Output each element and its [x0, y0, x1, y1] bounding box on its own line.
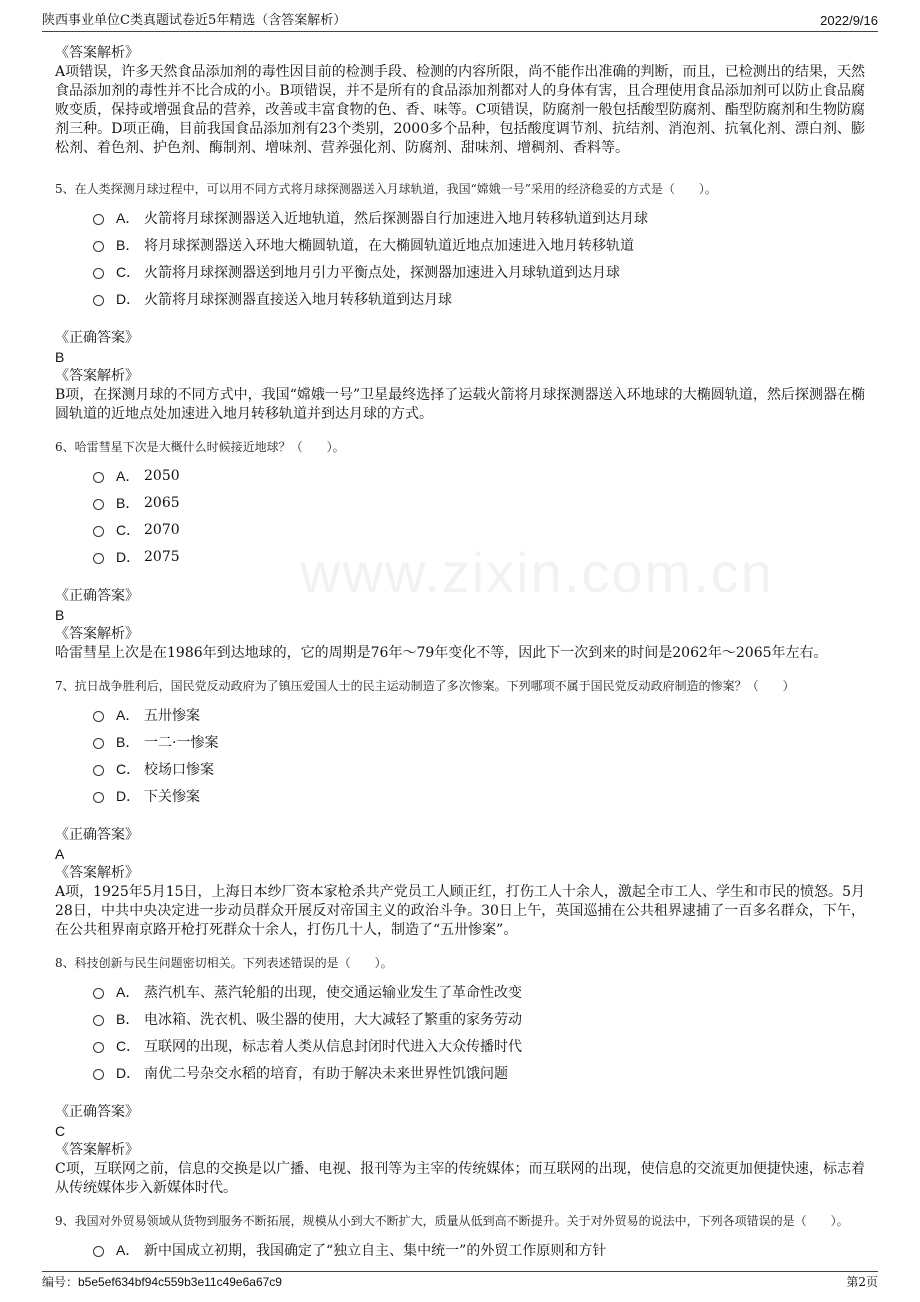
radio-icon[interactable]: [93, 711, 104, 722]
option-letter: B．: [116, 1010, 140, 1027]
analysis-text: 哈雷彗星上次是在1986年到达地球的，它的周期是76年～79年变化不等，因此下一次到来的时间是2062年～2065年左右。: [55, 645, 828, 661]
option-letter: A．: [116, 209, 140, 226]
question-block: [55, 954, 865, 1198]
option-letter: C．: [116, 521, 141, 538]
radio-icon[interactable]: [93, 988, 104, 999]
option-text: 2050: [144, 467, 180, 484]
radio-icon[interactable]: [93, 1069, 104, 1080]
option-text: 校场口惨案: [144, 761, 214, 778]
option-letter: D．: [116, 1064, 141, 1081]
question-text: 5、在人类探测月球过程中，可以用不同方式将月球探测器送入月球轨道，我国“嫦娥一号”采用的经济稳妥的方式是（ ）。: [55, 182, 717, 196]
option-letter: B．: [116, 494, 140, 511]
option-letter: C．: [116, 760, 141, 777]
page-footer: [42, 1271, 878, 1290]
analysis-label: 《答案解析》: [55, 45, 139, 61]
correct-answer: A: [55, 846, 65, 862]
options-list: [93, 204, 865, 312]
radio-icon[interactable]: [93, 268, 104, 279]
watermark: www.zixin.com.cn: [300, 541, 774, 604]
option-text: 2065: [144, 494, 180, 511]
option-a[interactable]: [93, 1236, 865, 1263]
radio-icon[interactable]: [93, 499, 104, 510]
option-c[interactable]: [93, 755, 865, 782]
option-a[interactable]: [93, 701, 865, 728]
option-b[interactable]: [93, 231, 865, 258]
option-text: 一二·一惨案: [144, 734, 219, 751]
option-text: 火箭将月球探测器送到地月引力平衡点处，探测器加速进入月球轨道到达月球: [144, 264, 620, 281]
analysis-text: B项，在探测月球的不同方式中，我国“嫦娥一号”卫星最终选择了运载火箭将月球探测器送入环地球的大椭圆轨道，然后探测器在椭圆轨道的近地点处加速进入地月转移轨道并到达月球的方式。: [55, 387, 865, 422]
analysis-label: 《答案解析》: [55, 626, 139, 642]
document-title: 陕西事业单位C类真题试卷近5年精选（含答案解析）: [42, 13, 347, 28]
option-b[interactable]: [93, 1005, 865, 1032]
option-text: 下关惨案: [144, 788, 200, 805]
option-text: 电冰箱、洗衣机、吸尘器的使用，大大减轻了繁重的家务劳动: [144, 1011, 522, 1028]
option-letter: B．: [116, 236, 140, 253]
options-list: [93, 1236, 865, 1263]
option-text: 火箭将月球探测器直接送入地月转移轨道到达月球: [144, 291, 452, 308]
radio-icon[interactable]: [93, 765, 104, 776]
option-a[interactable]: [93, 204, 865, 231]
option-c[interactable]: [93, 258, 865, 285]
radio-icon[interactable]: [93, 214, 104, 225]
answer-label: 《正确答案》: [55, 827, 139, 843]
option-text: 蒸汽机车、蒸汽轮船的出现，使交通运输业发生了革命性改变: [144, 984, 522, 1001]
question-text: 6、哈雷彗星下次是大概什么时候接近地球？（ ）。: [55, 440, 345, 454]
option-b[interactable]: [93, 489, 865, 516]
option-letter: D．: [116, 787, 141, 804]
option-letter: B．: [116, 733, 140, 750]
question-text: 8、科技创新与民生问题密切相关。下列表述错误的是（ ）。: [55, 956, 393, 970]
option-text: 2075: [144, 548, 180, 565]
question-block: [55, 438, 865, 663]
option-d[interactable]: [93, 782, 865, 809]
option-text: 互联网的出现，标志着人类从信息封闭时代进入大众传播时代: [144, 1038, 522, 1055]
option-letter: D．: [116, 290, 141, 307]
analysis-text: C项，互联网之前，信息的交换是以广播、电视、报刊等为主宰的传统媒体；而互联网的出现，使信息的交流更加便捷快速，标志着从传统媒体步入新媒体时代。: [55, 1161, 865, 1196]
question-text: 7、抗日战争胜利后，国民党反动政府为了镇压爱国人士的民主运动制造了多次惨案。下列哪项不属于国民党反动政府制造的惨案？（ ）: [55, 679, 795, 693]
option-d[interactable]: [93, 285, 865, 312]
option-letter: A．: [116, 1241, 140, 1258]
answer-label: 《正确答案》: [55, 1104, 139, 1120]
option-text: 南优二号杂交水稻的培育，有助于解决未来世界性饥饿问题: [144, 1065, 508, 1082]
header-date: 2022/9/16: [820, 13, 878, 28]
option-letter: D．: [116, 548, 141, 565]
answer-label: 《正确答案》: [55, 330, 139, 346]
analysis-text: A项错误，许多天然食品添加剂的毒性因目前的检测手段、检测的内容所限，尚不能作出准确的判断，而且，已检测出的结果，天然食品添加剂的毒性并不比合成的小。B项错误，并不是所有的食品添加剂都对人的身体有害，且合理使用食品添加剂可以防止食品腐败变质，保持或增强食品的营养，改善或丰富食物的色、香、味等。C项错误，防腐剂一般包括酸型防腐剂、酯型防腐剂和生物防腐剂三种。D项正确，目前我国食品添加剂有23个类别，2000多个品种，包括酸度调节剂、抗结剂、消泡剂、抗氧化剂、漂白剂、膨松剂、着色剂、护色剂、酶制剂、增味剂、营养强化剂、防腐剂、甜味剂、增稠剂、香料等。: [55, 64, 865, 156]
radio-icon[interactable]: [93, 738, 104, 749]
option-b[interactable]: [93, 728, 865, 755]
analysis-block: [55, 44, 865, 158]
analysis-label: 《答案解析》: [55, 1142, 139, 1158]
option-c[interactable]: [93, 516, 865, 543]
option-d[interactable]: [93, 1059, 865, 1086]
radio-icon[interactable]: [93, 1246, 104, 1257]
option-text: 火箭将月球探测器送入近地轨道，然后探测器自行加速进入地月转移轨道到达月球: [144, 210, 648, 227]
options-list: [93, 701, 865, 809]
correct-answer: B: [55, 607, 65, 623]
radio-icon[interactable]: [93, 241, 104, 252]
option-d[interactable]: [93, 543, 865, 570]
option-letter: A．: [116, 706, 140, 723]
radio-icon[interactable]: [93, 295, 104, 306]
question-block: [55, 1212, 865, 1263]
option-letter: C．: [116, 263, 141, 280]
radio-icon[interactable]: [93, 472, 104, 483]
radio-icon[interactable]: [93, 526, 104, 537]
correct-answer: C: [55, 1123, 66, 1139]
option-c[interactable]: [93, 1032, 865, 1059]
radio-icon[interactable]: [93, 1042, 104, 1053]
options-list: [93, 978, 865, 1086]
analysis-label: 《答案解析》: [55, 368, 139, 384]
option-letter: A．: [116, 983, 140, 1000]
option-letter: A．: [116, 467, 140, 484]
analysis-label: 《答案解析》: [55, 865, 139, 881]
question-text: 9、我国对外贸易领域从货物到服务不断拓展，规模从小到大不断扩大，质量从低到高不断提升。关于对外贸易的说法中，下列各项错误的是（ ）。: [55, 1214, 849, 1228]
document-body: [55, 44, 865, 1263]
radio-icon[interactable]: [93, 1015, 104, 1026]
page-header: [42, 10, 878, 32]
option-a[interactable]: [93, 978, 865, 1005]
question-block: [55, 180, 865, 424]
correct-answer: B: [55, 349, 65, 365]
radio-icon[interactable]: [93, 553, 104, 564]
option-a[interactable]: [93, 462, 865, 489]
page-number: 第2页: [846, 1275, 878, 1289]
option-text: 五卅惨案: [144, 707, 200, 724]
options-list: [93, 462, 865, 570]
analysis-text: A项，1925年5月15日，上海日本纱厂资本家枪杀共产党员工人顾正红，打伤工人十余人，激起全市工人、学生和市民的愤怒。5月28日，中共中央决定进一步动员群众开展反对帝国主义的政治斗争。30日上午，英国巡捕在公共租界逮捕了一百多名群众，下午，在公共租界南京路开枪打死群众十余人，打伤几十人，制造了“五卅惨案”。: [55, 884, 865, 938]
question-block: [55, 677, 865, 940]
option-text: 2070: [144, 521, 180, 538]
radio-icon[interactable]: [93, 792, 104, 803]
option-text: 将月球探测器送入环地大椭圆轨道，在大椭圆轨道近地点加速进入地月转移轨道: [144, 237, 634, 254]
answer-label: 《正确答案》: [55, 588, 139, 604]
option-text: 新中国成立初期，我国确定了“独立自主、集中统一”的外贸工作原则和方针: [144, 1242, 607, 1259]
option-letter: C．: [116, 1037, 141, 1054]
document-code: 编号：b5e5ef634bf94c559b3e11c49e6a67c9: [42, 1275, 282, 1289]
